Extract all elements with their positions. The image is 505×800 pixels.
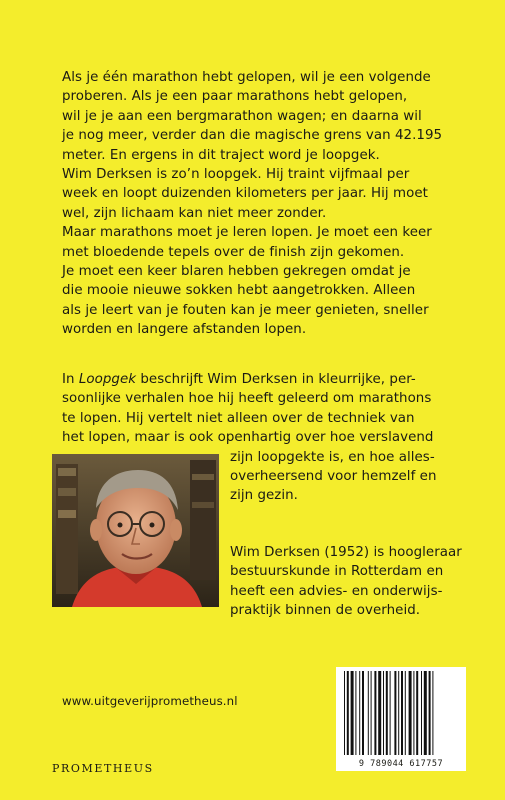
blurb-line: Maar marathons moet je leren lopen. Je moet een keer bbox=[62, 225, 432, 241]
blurb-line: zijn gezin. bbox=[230, 488, 298, 504]
blurb-line: je nog meer, verder dan die magische grens van 42.195 bbox=[62, 128, 443, 144]
barcode-bar bbox=[362, 671, 364, 755]
blurb-line: die mooie nieuwe sokken hebt aangetrokken. Alleen bbox=[62, 283, 416, 299]
blurb-line: overheersend voor hemzelf en bbox=[230, 469, 437, 485]
barcode-bar bbox=[421, 671, 422, 755]
publisher-website: www.uitgeverijprometheus.nl bbox=[62, 694, 238, 708]
blurb-line: worden en langere afstanden lopen. bbox=[62, 322, 307, 338]
barcode-bar bbox=[359, 671, 360, 755]
isbn-barcode bbox=[336, 667, 466, 771]
barcode-bar bbox=[355, 671, 356, 755]
barcode-bar bbox=[409, 671, 412, 755]
barcode-bar bbox=[383, 671, 384, 755]
barcode-number: 9 789044 617757 bbox=[358, 759, 444, 769]
barcode-bar bbox=[416, 671, 418, 755]
blurb-line: meter. En ergens in dit traject word je loopgek. bbox=[62, 147, 380, 163]
bio-line: Wim Derksen (1952) is hoogleraar bbox=[230, 545, 462, 560]
barcode-bar bbox=[378, 671, 381, 755]
prefix-text: In bbox=[62, 372, 79, 387]
author-photo bbox=[52, 454, 219, 607]
barcode-bar bbox=[432, 671, 433, 755]
barcode-bars bbox=[342, 671, 460, 757]
barcode-bar bbox=[344, 671, 345, 755]
blurb-line: wel, zijn lichaam kan niet meer zonder. bbox=[62, 205, 327, 221]
barcode-bar bbox=[386, 671, 388, 755]
blurb-line bbox=[62, 370, 464, 389]
blurb-line: week en loopt duizenden kilometers per jaar. Hij moet bbox=[62, 186, 428, 202]
barcode-bar bbox=[429, 671, 431, 755]
publisher-logo: PROMETHEUS bbox=[52, 762, 154, 775]
blurb-line: soonlijke verhalen hoe hij heeft geleerd om marathons bbox=[62, 391, 432, 407]
blurb-line: Als je één marathon hebt gelopen, wil je een volgende bbox=[62, 70, 431, 85]
barcode-bar bbox=[394, 671, 396, 755]
blurb-line: als je leert van je fouten kan je meer genieten, sneller bbox=[62, 302, 429, 318]
barcode-bar bbox=[371, 671, 372, 755]
barcode-bar bbox=[347, 671, 349, 755]
barcode-bar bbox=[374, 671, 376, 755]
barcode-bar bbox=[424, 671, 427, 755]
blurb-line: het lopen, maar is ook openhartig over hoe verslavend bbox=[62, 430, 434, 446]
book-title: Loopgek bbox=[78, 372, 137, 387]
author-portrait-image bbox=[52, 454, 219, 607]
bio-line: bestuurskunde in Rotterdam en bbox=[230, 564, 444, 580]
barcode-bar bbox=[401, 671, 403, 755]
barcode-bar bbox=[390, 671, 391, 755]
barcode-bar bbox=[351, 671, 354, 755]
barcode-bar bbox=[398, 671, 399, 755]
author-bio bbox=[230, 543, 470, 621]
line-rest: beschrijft Wim Derksen in kleurrijke, per- bbox=[136, 372, 416, 387]
blurb-line: met bloedende tepels over de finish zijn gekomen. bbox=[62, 244, 405, 260]
blurb-line: Wim Derksen is zo’n loopgek. Hij traint vijfmaal per bbox=[62, 167, 410, 183]
bio-line: heeft een advies- en onderwijs- bbox=[230, 583, 443, 599]
blurb-line: Je moet een keer blaren hebben gekregen omdat je bbox=[62, 264, 411, 280]
barcode-bar bbox=[368, 671, 369, 755]
blurb-line: te lopen. Hij vertelt niet alleen over de techniek van bbox=[62, 410, 415, 426]
blurb-line: proberen. Als je een paar marathons hebt gelopen, bbox=[62, 89, 408, 105]
blurb-paragraph-1 bbox=[62, 68, 464, 340]
blurb-line: zijn loopgekte is, en hoe alles- bbox=[230, 449, 435, 465]
barcode-bar bbox=[405, 671, 406, 755]
bio-line: praktijk binnen de overheid. bbox=[230, 603, 421, 619]
barcode-bar bbox=[413, 671, 414, 755]
blurb-line: wil je je aan een bergmarathon wagen; en daarna wil bbox=[62, 108, 422, 124]
